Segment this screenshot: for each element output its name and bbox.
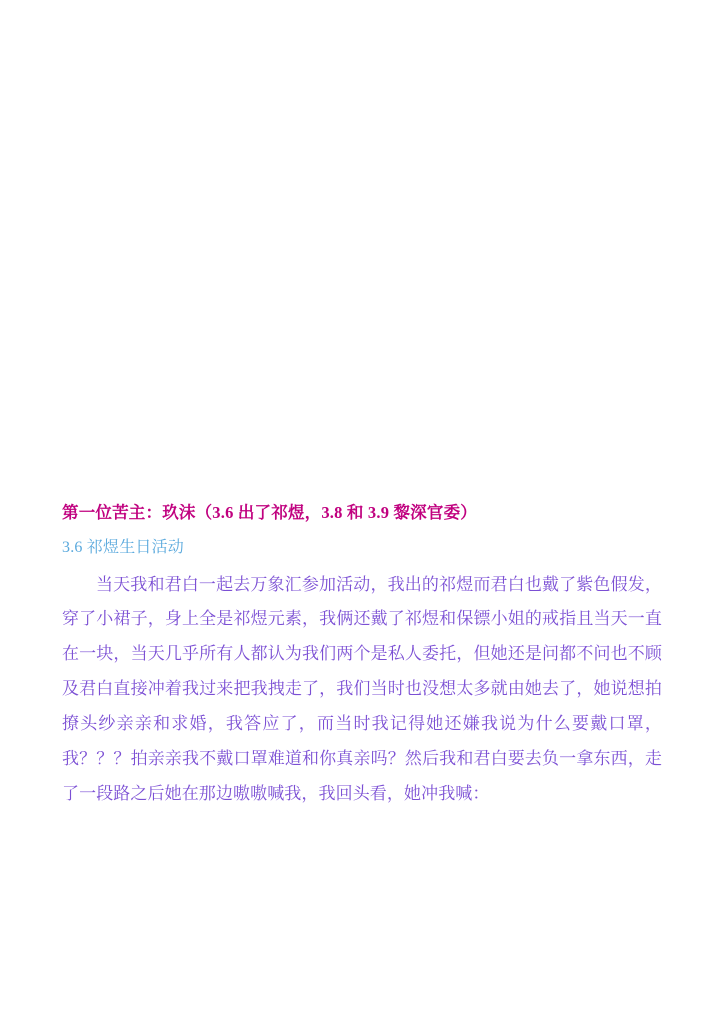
section-heading-secondary: 3.6 祁煜生日活动 xyxy=(62,538,185,556)
document-content xyxy=(62,500,662,811)
body-paragraph: 当天我和君白一起去万象汇参加活动，我出的祁煜而君白也戴了紫色假发，穿了小裙子，身上全是祁煜元素，我俩还戴了祁煜和保镖小姐的戒指且当天一直在一块，当天几乎所有人都认为我们两个是私人委托，但她还是问都不问也不顾及君白直接冲着我过来把我拽走了，我们当时也没想太多就由她去了，她说想拍撩头纱亲亲和求婚，我答应了，而当时我记得她还嫌我说为什么要戴口罩，我？？？拍亲亲我不戴口罩难道和你真亲吗？然后我和君白要去负一拿东西，走了一段路之后她在那边嗷嗷喊我，我回头看，她冲我喊： xyxy=(62,574,662,803)
section-heading-primary: 第一位苦主：玖沫（3.6 出了祁煜，3.8 和 3.9 黎深官委） xyxy=(62,503,477,522)
